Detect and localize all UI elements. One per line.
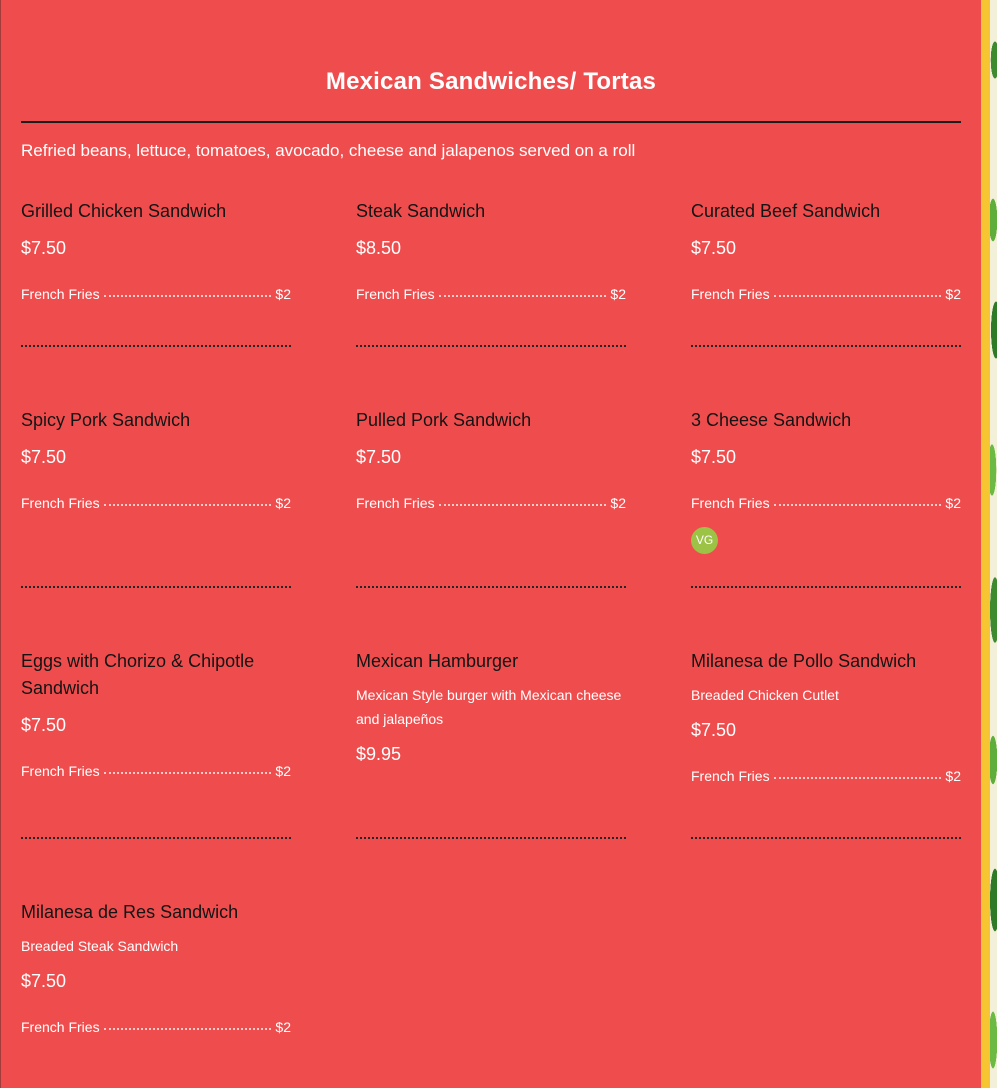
item-price: $7.50	[21, 238, 67, 258]
dot-leader	[774, 294, 942, 297]
left-border	[0, 0, 1, 1088]
addon-label: French Fries	[21, 763, 100, 779]
accent-bar	[981, 0, 990, 1088]
dot-leader	[439, 503, 607, 506]
addon-label: French Fries	[356, 495, 435, 511]
menu-item-curated-beef[interactable]	[691, 198, 961, 302]
item-separator	[21, 837, 291, 839]
item-name: Grilled Chicken Sandwich	[21, 201, 227, 221]
dot-leader	[104, 1027, 272, 1030]
item-name: Spicy Pork Sandwich	[21, 410, 191, 430]
title-divider	[21, 121, 961, 123]
addon-label: French Fries	[21, 286, 100, 302]
item-separator	[356, 345, 626, 347]
addon-french-fries[interactable]	[356, 286, 626, 302]
item-description: Breaded Steak Sandwich	[21, 938, 179, 954]
addon-french-fries[interactable]	[356, 495, 626, 511]
item-price: $7.50	[691, 238, 737, 258]
item-price: $7.50	[356, 447, 402, 467]
dot-leader	[104, 503, 272, 506]
section-description: Refried beans, lettuce, tomatoes, avocado, cheese and jalapenos served on a roll	[21, 141, 636, 160]
item-name: 3 Cheese Sandwich	[691, 410, 852, 430]
item-name: Mexican Hamburger	[356, 651, 519, 671]
addon-price: $2	[945, 286, 961, 302]
menu-item-pulled-pork[interactable]	[356, 407, 626, 511]
item-price: $8.50	[356, 238, 402, 258]
item-separator	[21, 345, 291, 347]
menu-item-spicy-pork[interactable]	[21, 407, 291, 511]
item-separator	[356, 837, 626, 839]
dot-leader	[774, 776, 942, 779]
item-price: $9.95	[356, 744, 402, 764]
item-description: Breaded Chicken Cutlet	[691, 687, 839, 703]
addon-price: $2	[610, 286, 626, 302]
menu-item-grilled-chicken[interactable]	[21, 198, 291, 302]
menu-item-milanesa-pollo[interactable]	[691, 648, 961, 784]
item-description: Mexican Style burger with Mexican cheese and jalapeños	[356, 687, 622, 727]
section-title: Mexican Sandwiches/ Tortas	[325, 68, 657, 95]
item-separator	[21, 586, 291, 588]
dot-leader	[104, 771, 272, 774]
item-price: $7.50	[21, 447, 67, 467]
addon-label: French Fries	[691, 286, 770, 302]
addon-label: French Fries	[356, 286, 435, 302]
menu-item-mexican-hamburger[interactable]	[356, 648, 626, 765]
item-price: $7.50	[21, 715, 67, 735]
addon-price: $2	[275, 1019, 291, 1035]
menu-item-milanesa-res[interactable]	[21, 899, 291, 1035]
leaf-background-image	[990, 0, 997, 1088]
addon-price: $2	[945, 768, 961, 784]
addon-french-fries[interactable]	[21, 286, 291, 302]
addon-price: $2	[945, 495, 961, 511]
addon-label: French Fries	[691, 768, 770, 784]
dot-leader	[104, 294, 272, 297]
item-name: Steak Sandwich	[356, 201, 486, 221]
item-name: Pulled Pork Sandwich	[356, 410, 532, 430]
item-separator	[691, 345, 961, 347]
item-separator	[691, 586, 961, 588]
addon-price: $2	[275, 763, 291, 779]
item-price: $7.50	[21, 971, 67, 991]
menu-item-steak[interactable]	[356, 198, 626, 302]
dot-leader	[774, 503, 942, 506]
addon-label: French Fries	[21, 1019, 100, 1035]
menu-item-eggs-chorizo[interactable]	[21, 648, 291, 779]
addon-french-fries[interactable]	[21, 763, 291, 779]
addon-price: $2	[610, 495, 626, 511]
item-separator	[691, 837, 961, 839]
item-name: Curated Beef Sandwich	[691, 201, 881, 221]
addon-label: French Fries	[691, 495, 770, 511]
dot-leader	[439, 294, 607, 297]
item-separator	[356, 586, 626, 588]
item-name: Eggs with Chorizo & Chipotle Sandwich	[21, 651, 255, 698]
menu-item-3-cheese[interactable]	[691, 407, 961, 554]
addon-french-fries[interactable]	[691, 768, 961, 784]
addon-french-fries[interactable]	[691, 286, 961, 302]
item-name: Milanesa de Pollo Sandwich	[691, 651, 917, 671]
addon-price: $2	[275, 286, 291, 302]
item-price: $7.50	[691, 720, 737, 740]
addon-french-fries[interactable]	[21, 1019, 291, 1035]
item-price: $7.50	[691, 447, 737, 467]
item-name: Milanesa de Res Sandwich	[21, 902, 239, 922]
addon-french-fries[interactable]	[21, 495, 291, 511]
vegetarian-badge: VG	[691, 527, 718, 554]
addon-label: French Fries	[21, 495, 100, 511]
addon-french-fries[interactable]	[691, 495, 961, 511]
addon-price: $2	[275, 495, 291, 511]
